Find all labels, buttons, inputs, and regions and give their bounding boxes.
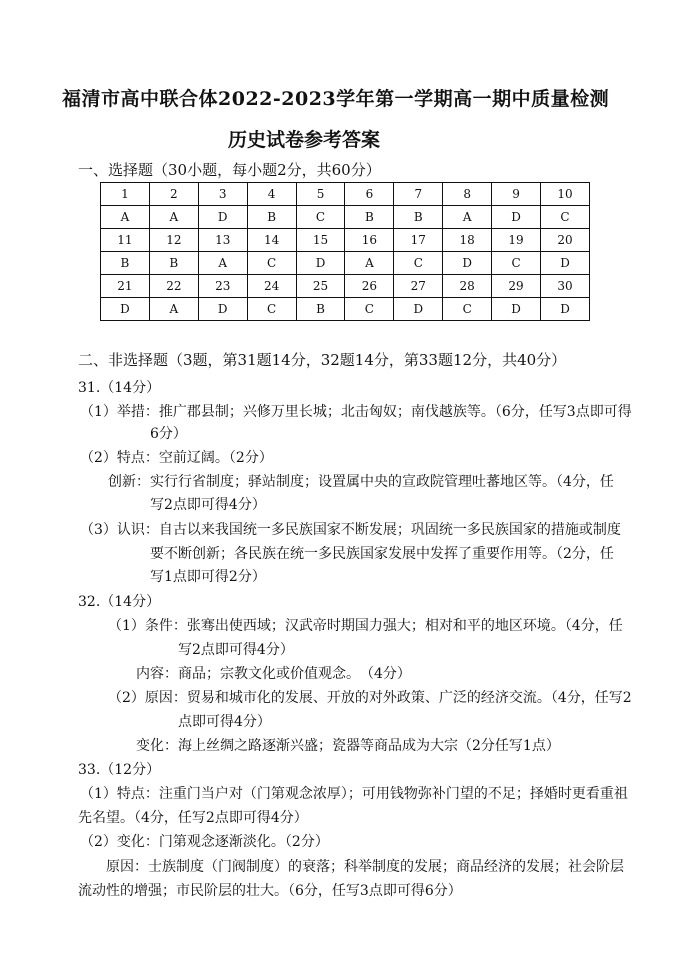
answer-cell: A: [149, 206, 198, 229]
question-number-cell: 9: [492, 183, 541, 206]
q33-part2-reason-line1: 原因：士族制度（门阀制度）的衰落；科举制度的发展；商品经济的发展；社会阶层: [106, 859, 624, 875]
answer-cell: D: [394, 298, 443, 321]
answer-cell: A: [443, 206, 492, 229]
q31-part2: （2）特点：空前辽阔。（2分）: [80, 450, 273, 466]
question-number-cell: 12: [149, 229, 198, 252]
answer-cell: D: [492, 298, 541, 321]
question-number-cell: 21: [101, 275, 150, 298]
answer-cell: C: [345, 298, 394, 321]
answer-cell: D: [101, 298, 150, 321]
answer-cell: D: [541, 298, 590, 321]
answer-cell: C: [443, 298, 492, 321]
section1-heading: 一、选择题（30小题，每小题2分，共60分）: [78, 161, 381, 179]
answer-row: [101, 298, 590, 321]
q33-part1-line1: （1）特点：注重门当户对（门第观念浓厚）；可用钱物弥补门望的不足；择婚时更看重祖: [80, 786, 628, 802]
question-number-cell: 4: [247, 183, 296, 206]
q33-label: 33.（12分）: [78, 762, 161, 778]
q32-label: 32.（14分）: [78, 594, 161, 610]
answer-row: [101, 206, 590, 229]
q33-part1-line2: 先名望。（4分，任写2点即可得4分）: [78, 810, 308, 826]
q31-part2-innovation-line2: 写2点即可得4分）: [150, 497, 266, 513]
q32-part1-line1: （1）条件：张骞出使西域；汉武帝时期国力强大；相对和平的地区环境。（4分，任: [108, 618, 623, 634]
q32-part2-line2: 点即可得4分）: [178, 714, 271, 730]
question-number-cell: 3: [198, 183, 247, 206]
answer-cell: D: [541, 252, 590, 275]
q31-part1-line2: 6分）: [150, 426, 187, 442]
answer-cell: B: [101, 252, 150, 275]
answer-cell: A: [345, 252, 394, 275]
answer-cell: A: [149, 298, 198, 321]
question-number-cell: 26: [345, 275, 394, 298]
q31-part2-innovation-line1: 创新：实行行省制度；驿站制度；设置属中央的宣政院管理吐蕃地区等。（4分，任: [108, 474, 614, 490]
q31-part3-line3: 写1点即可得2分）: [150, 569, 266, 585]
q31-part3-line2: 要不断创新；各民族在统一多民族国家发展中发挥了重要作用等。（2分，任: [150, 546, 614, 562]
question-number-cell: 23: [198, 275, 247, 298]
question-number-cell: 7: [394, 183, 443, 206]
q33-part2-reason-line2: 流动性的增强；市民阶层的壮大。（6分，任写3点即可得6分）: [78, 883, 462, 899]
question-number-cell: 5: [296, 183, 345, 206]
question-number-cell: 10: [541, 183, 590, 206]
question-number-cell: 6: [345, 183, 394, 206]
answer-cell: D: [296, 252, 345, 275]
question-number-cell: 2: [149, 183, 198, 206]
answer-cell: D: [443, 252, 492, 275]
question-number-cell: 14: [247, 229, 296, 252]
q32-part2-change: 变化：海上丝绸之路逐渐兴盛；瓷器等商品成为大宗（2分任写1点）: [136, 738, 560, 754]
question-number-cell: 1: [101, 183, 150, 206]
q32-part1-content: 内容：商品；宗教文化或价值观念。 （4分）: [136, 666, 411, 682]
question-number-cell: 29: [492, 275, 541, 298]
question-number-cell: 20: [541, 229, 590, 252]
document-title: 福清市高中联合体2022-2023学年第一学期高一期中质量检测: [62, 88, 610, 110]
answer-cell: C: [247, 252, 296, 275]
answer-cell: B: [394, 206, 443, 229]
question-number-row: [101, 183, 590, 206]
question-number-cell: 13: [198, 229, 247, 252]
question-number-cell: 25: [296, 275, 345, 298]
q31-part3-line1: （3）认识：自古以来我国统一多民族国家不断发展；巩固统一多民族国家的措施或制度: [80, 522, 621, 538]
question-number-cell: 15: [296, 229, 345, 252]
answer-cell: D: [198, 206, 247, 229]
question-number-cell: 30: [541, 275, 590, 298]
question-number-cell: 28: [443, 275, 492, 298]
question-number-cell: 8: [443, 183, 492, 206]
answer-cell: A: [101, 206, 150, 229]
choice-answer-table: [100, 182, 590, 321]
question-number-cell: 11: [101, 229, 150, 252]
question-number-cell: 18: [443, 229, 492, 252]
q32-part2-line1: （2）原因：贸易和城市化的发展、开放的对外政策、广泛的经济交流。（4分，任写2: [108, 690, 632, 706]
section2-heading: 二、非选择题（3题，第31题14分，32题14分，第33题12分，共40分）: [78, 351, 567, 369]
question-number-cell: 17: [394, 229, 443, 252]
q31-part1-line1: （1）举措：推广郡县制；兴修万里长城；北击匈奴；南伐越族等。（6分，任写3点即可得: [80, 404, 632, 420]
q32-part1-line2: 写2点即可得4分）: [178, 642, 294, 658]
answer-cell: D: [198, 298, 247, 321]
answer-cell: B: [247, 206, 296, 229]
question-number-cell: 27: [394, 275, 443, 298]
q33-part2: （2）变化：门第观念逐渐淡化。（2分）: [80, 834, 329, 850]
answer-cell: A: [198, 252, 247, 275]
question-number-cell: 24: [247, 275, 296, 298]
question-number-cell: 16: [345, 229, 394, 252]
question-number-row: [101, 275, 590, 298]
answer-cell: C: [247, 298, 296, 321]
answer-cell: C: [296, 206, 345, 229]
document-subtitle: 历史试卷参考答案: [228, 129, 381, 151]
answer-row: [101, 252, 590, 275]
q31-label: 31.（14分）: [78, 380, 161, 396]
answer-cell: C: [492, 252, 541, 275]
answer-cell: C: [541, 206, 590, 229]
question-number-cell: 22: [149, 275, 198, 298]
answer-cell: D: [492, 206, 541, 229]
question-number-cell: 19: [492, 229, 541, 252]
answer-cell: B: [149, 252, 198, 275]
answer-cell: B: [345, 206, 394, 229]
question-number-row: [101, 229, 590, 252]
answer-cell: B: [296, 298, 345, 321]
answer-cell: C: [394, 252, 443, 275]
